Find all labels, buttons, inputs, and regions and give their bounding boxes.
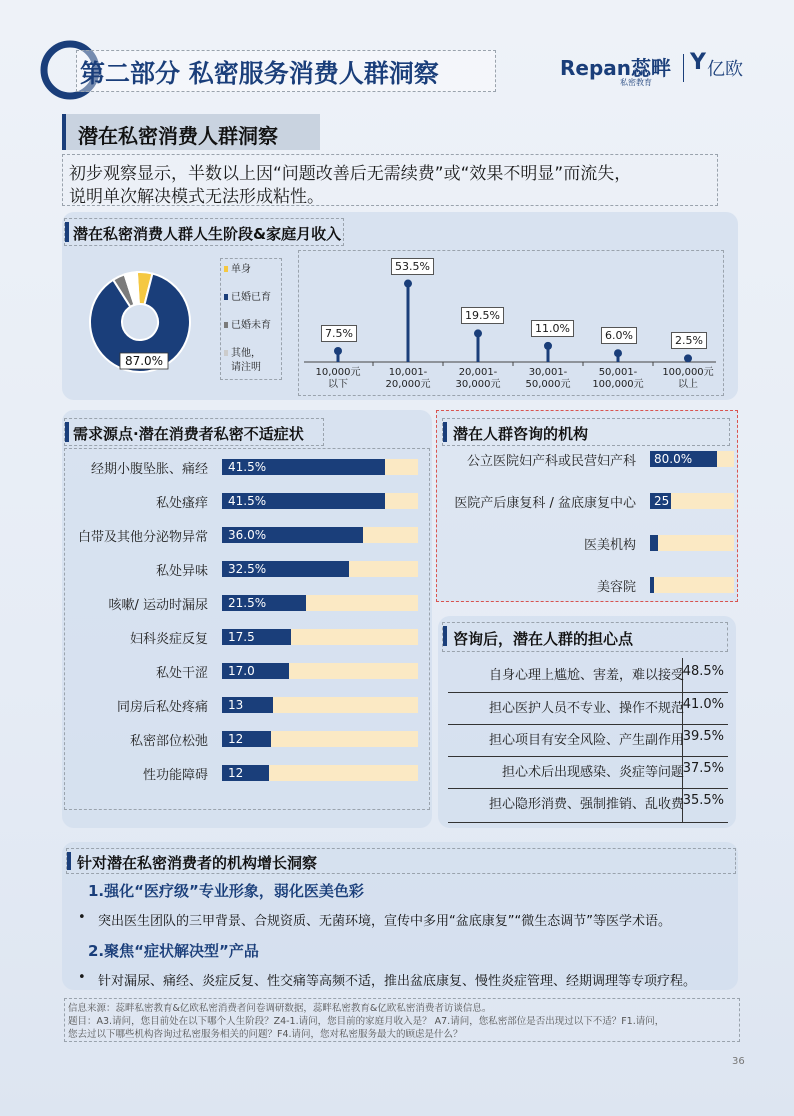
growth-bullet-2: 针对漏尿、痛经、炎症反复、性交痛等高频不适，推出盆底康复、慢性炎症管理、经期调理等专项疗程。 <box>98 974 697 989</box>
legend-swatch <box>224 322 228 328</box>
worry-value: 35.5% <box>682 793 724 808</box>
income-point <box>334 347 342 355</box>
institution-label: 美容院 <box>596 580 636 595</box>
intro-line-1: 初步观察显示，半数以上因“问题改善后无需续费”或“效果不明显”而流失， <box>69 164 632 184</box>
life-income-title-box <box>64 218 344 246</box>
worry-label: 担心医护人员不专业、操作不规范 <box>488 701 684 716</box>
growth-heading-1: 1.强化“医疗级”专业形象，弱化医美色彩 <box>88 882 364 900</box>
legend-label: 其他， <box>231 348 261 359</box>
footer-questions-1: 题目：A3.请问，您目前处在以下哪个人生阶段？Z4-1.请问，您目前的家庭月收入是？ A7.请问，您私密部位是否出现过以下不适？F1.请问， <box>68 1016 665 1027</box>
bullet-dot-icon: • <box>78 910 86 925</box>
worry-row <box>448 788 728 815</box>
income-tick-label-line: 以上 <box>678 379 698 390</box>
brand-logo <box>560 52 760 88</box>
section-title: 潜在私密消费人群洞察 <box>78 124 278 148</box>
worry-label: 担心隐形消费、强制推销、乱收费 <box>488 797 684 812</box>
income-point <box>474 329 482 337</box>
income-value-label: 7.5% <box>321 325 357 342</box>
institution-label: 医院产后康复科 / 盆底康复中心 <box>454 496 636 511</box>
institutions-title: 潜在人群咨询的机构 <box>453 425 589 443</box>
page-title: 第二部分 私密服务消费人群洞察 <box>80 59 439 88</box>
symptom-value-label: 41.5% <box>228 460 267 474</box>
intro-box <box>62 154 718 206</box>
symptom-value-label: 17.5 <box>228 630 255 644</box>
income-tick-label-line: 10,000元 <box>315 367 361 378</box>
symptom-label: 白带及其他分泌物异常 <box>77 530 208 545</box>
symptom-value-label: 21.5% <box>228 596 267 610</box>
symptom-value-label: 12 <box>228 732 244 746</box>
income-tick-label-line: 50,001- <box>598 367 638 378</box>
worry-label: 担心项目有安全风险、产生副作用 <box>488 733 684 748</box>
legend-item <box>224 347 261 375</box>
legend-label: 单身 <box>231 264 251 275</box>
yiou-logo-icon: Y <box>690 50 706 75</box>
income-value-label: 2.5% <box>671 332 707 349</box>
symptom-value-label: 41.5% <box>228 494 267 508</box>
worry-row <box>448 724 728 751</box>
life-stage-pie <box>80 260 210 380</box>
worry-label: 自身心理上尴尬、害羞，难以接受 <box>488 668 684 683</box>
footer-questions-2: 您去过以下哪些机构咨询过私密服务相关的问题？F4.请问，您对私密服务最大的顾虑是什么？ <box>68 1029 463 1040</box>
symptom-label: 私处瘙痒 <box>155 496 208 511</box>
income-point <box>404 280 412 288</box>
income-tick-label <box>373 367 443 391</box>
page-number: 36 <box>732 1056 745 1067</box>
symptoms-title: 需求源点·潜在消费者私密不适症状 <box>73 425 304 443</box>
logo-partner-text: 亿欧 <box>707 59 743 80</box>
legend-swatch <box>224 350 228 356</box>
income-tick-label <box>443 367 513 391</box>
logo-brand-text: Repan蕊畔 <box>560 56 672 80</box>
institution-bar-bg <box>650 535 734 551</box>
symptom-value-label: 36.0% <box>228 528 267 542</box>
legend-swatch <box>224 294 228 300</box>
income-tick-label <box>303 367 373 391</box>
intro-line-2: 说明单次解决模式无法形成粘性。 <box>69 187 324 207</box>
symptom-value-label: 17.0 <box>228 664 255 678</box>
symptom-value-label: 12 <box>228 766 244 780</box>
life-income-title: 潜在私密消费人群人生阶段&家庭月收入 <box>73 225 342 243</box>
footer-source: 信息来源：蕊畔私密教育&亿欧私密消费者问卷调研数据，蕊畔私密教育&亿欧私密消费者访谈信息。 <box>68 1003 492 1014</box>
institution-label: 医美机构 <box>583 538 636 553</box>
symptom-label: 私处异味 <box>155 564 208 579</box>
worries-title-box <box>442 622 728 652</box>
legend-item <box>224 291 271 305</box>
income-value-label: 19.5% <box>461 307 504 324</box>
income-value-label: 53.5% <box>391 258 434 275</box>
income-point <box>684 354 692 362</box>
income-tick-label-line: 10,001- <box>388 367 428 378</box>
symptom-label: 同房后私处疼痛 <box>116 700 208 715</box>
legend-label: 已婚已育 <box>231 292 271 303</box>
institution-value-label: 25 <box>654 494 670 508</box>
growth-heading-2: 2.聚焦“症状解决型”产品 <box>88 942 259 960</box>
worry-value: 37.5% <box>682 761 724 776</box>
symptom-label: 妇科炎症反复 <box>129 632 208 647</box>
income-point <box>544 342 552 350</box>
institution-value-label: 80.0% <box>654 452 693 466</box>
worry-value: 39.5% <box>682 729 724 744</box>
income-tick-label <box>583 367 653 391</box>
symptom-label: 咳嗽/ 运动时漏尿 <box>108 598 208 613</box>
legend-swatch <box>224 266 228 272</box>
logo-brand-sub: 私密教育 <box>620 78 652 87</box>
income-tick-label-line: 50,000元 <box>525 379 571 390</box>
income-tick-label-line: 20,001- <box>458 367 498 378</box>
legend-item <box>224 319 271 333</box>
legend-label: 已婚未育 <box>231 320 271 331</box>
institution-bar <box>650 535 658 551</box>
worry-value: 41.0% <box>682 697 724 712</box>
institution-bar <box>650 577 654 593</box>
worry-row <box>448 692 728 719</box>
income-tick-label-line: 以下 <box>328 379 348 390</box>
growth-bullet-1: 突出医生团队的三甲背景、合规资质、无菌环境，宣传中多用“盆底康复”“微生态调节”等医学术语。 <box>98 914 671 929</box>
income-value-label: 6.0% <box>601 327 637 344</box>
income-tick-label <box>513 367 583 391</box>
income-tick-label-line: 100,000元 <box>592 379 644 390</box>
worry-value: 48.5% <box>682 664 724 679</box>
pie-data-label: 87.0% <box>124 354 164 368</box>
income-value-label: 11.0% <box>531 320 574 337</box>
worry-row <box>448 660 728 686</box>
institution-label: 公立医院妇产科或民营妇产科 <box>466 454 636 469</box>
symptom-label: 经期小腹坠胀、痛经 <box>90 462 208 477</box>
legend-label-cont: 请注明 <box>231 362 261 373</box>
growth-title: 针对潜在私密消费者的机构增长洞察 <box>77 854 318 872</box>
bullet-dot-icon: • <box>78 970 86 985</box>
section-title-box <box>62 114 320 150</box>
symptom-label: 性功能障碍 <box>142 768 208 783</box>
income-tick-label-line: 100,000元 <box>662 367 714 378</box>
logo-divider <box>683 54 684 82</box>
symptom-label: 私处干涩 <box>155 666 208 681</box>
income-tick-label-line: 30,001- <box>528 367 568 378</box>
institution-bar-bg <box>650 577 734 593</box>
growth-title-box <box>66 848 736 874</box>
symptom-value-label: 13 <box>228 698 244 712</box>
income-tick-label-line: 20,000元 <box>385 379 431 390</box>
header-banner <box>40 40 495 100</box>
worry-label: 担心术后出现感染、炎症等问题 <box>501 765 684 780</box>
institutions-title-box <box>442 418 730 446</box>
symptom-value-label: 32.5% <box>228 562 267 576</box>
legend-item <box>224 263 251 277</box>
income-point <box>614 349 622 357</box>
income-tick-label-line: 30,000元 <box>455 379 501 390</box>
worries-title: 咨询后，潜在人群的担心点 <box>453 630 634 648</box>
income-tick-label <box>653 367 723 391</box>
worry-row <box>448 756 728 783</box>
symptom-label: 私密部位松弛 <box>129 734 208 749</box>
symptoms-title-box <box>64 418 324 446</box>
